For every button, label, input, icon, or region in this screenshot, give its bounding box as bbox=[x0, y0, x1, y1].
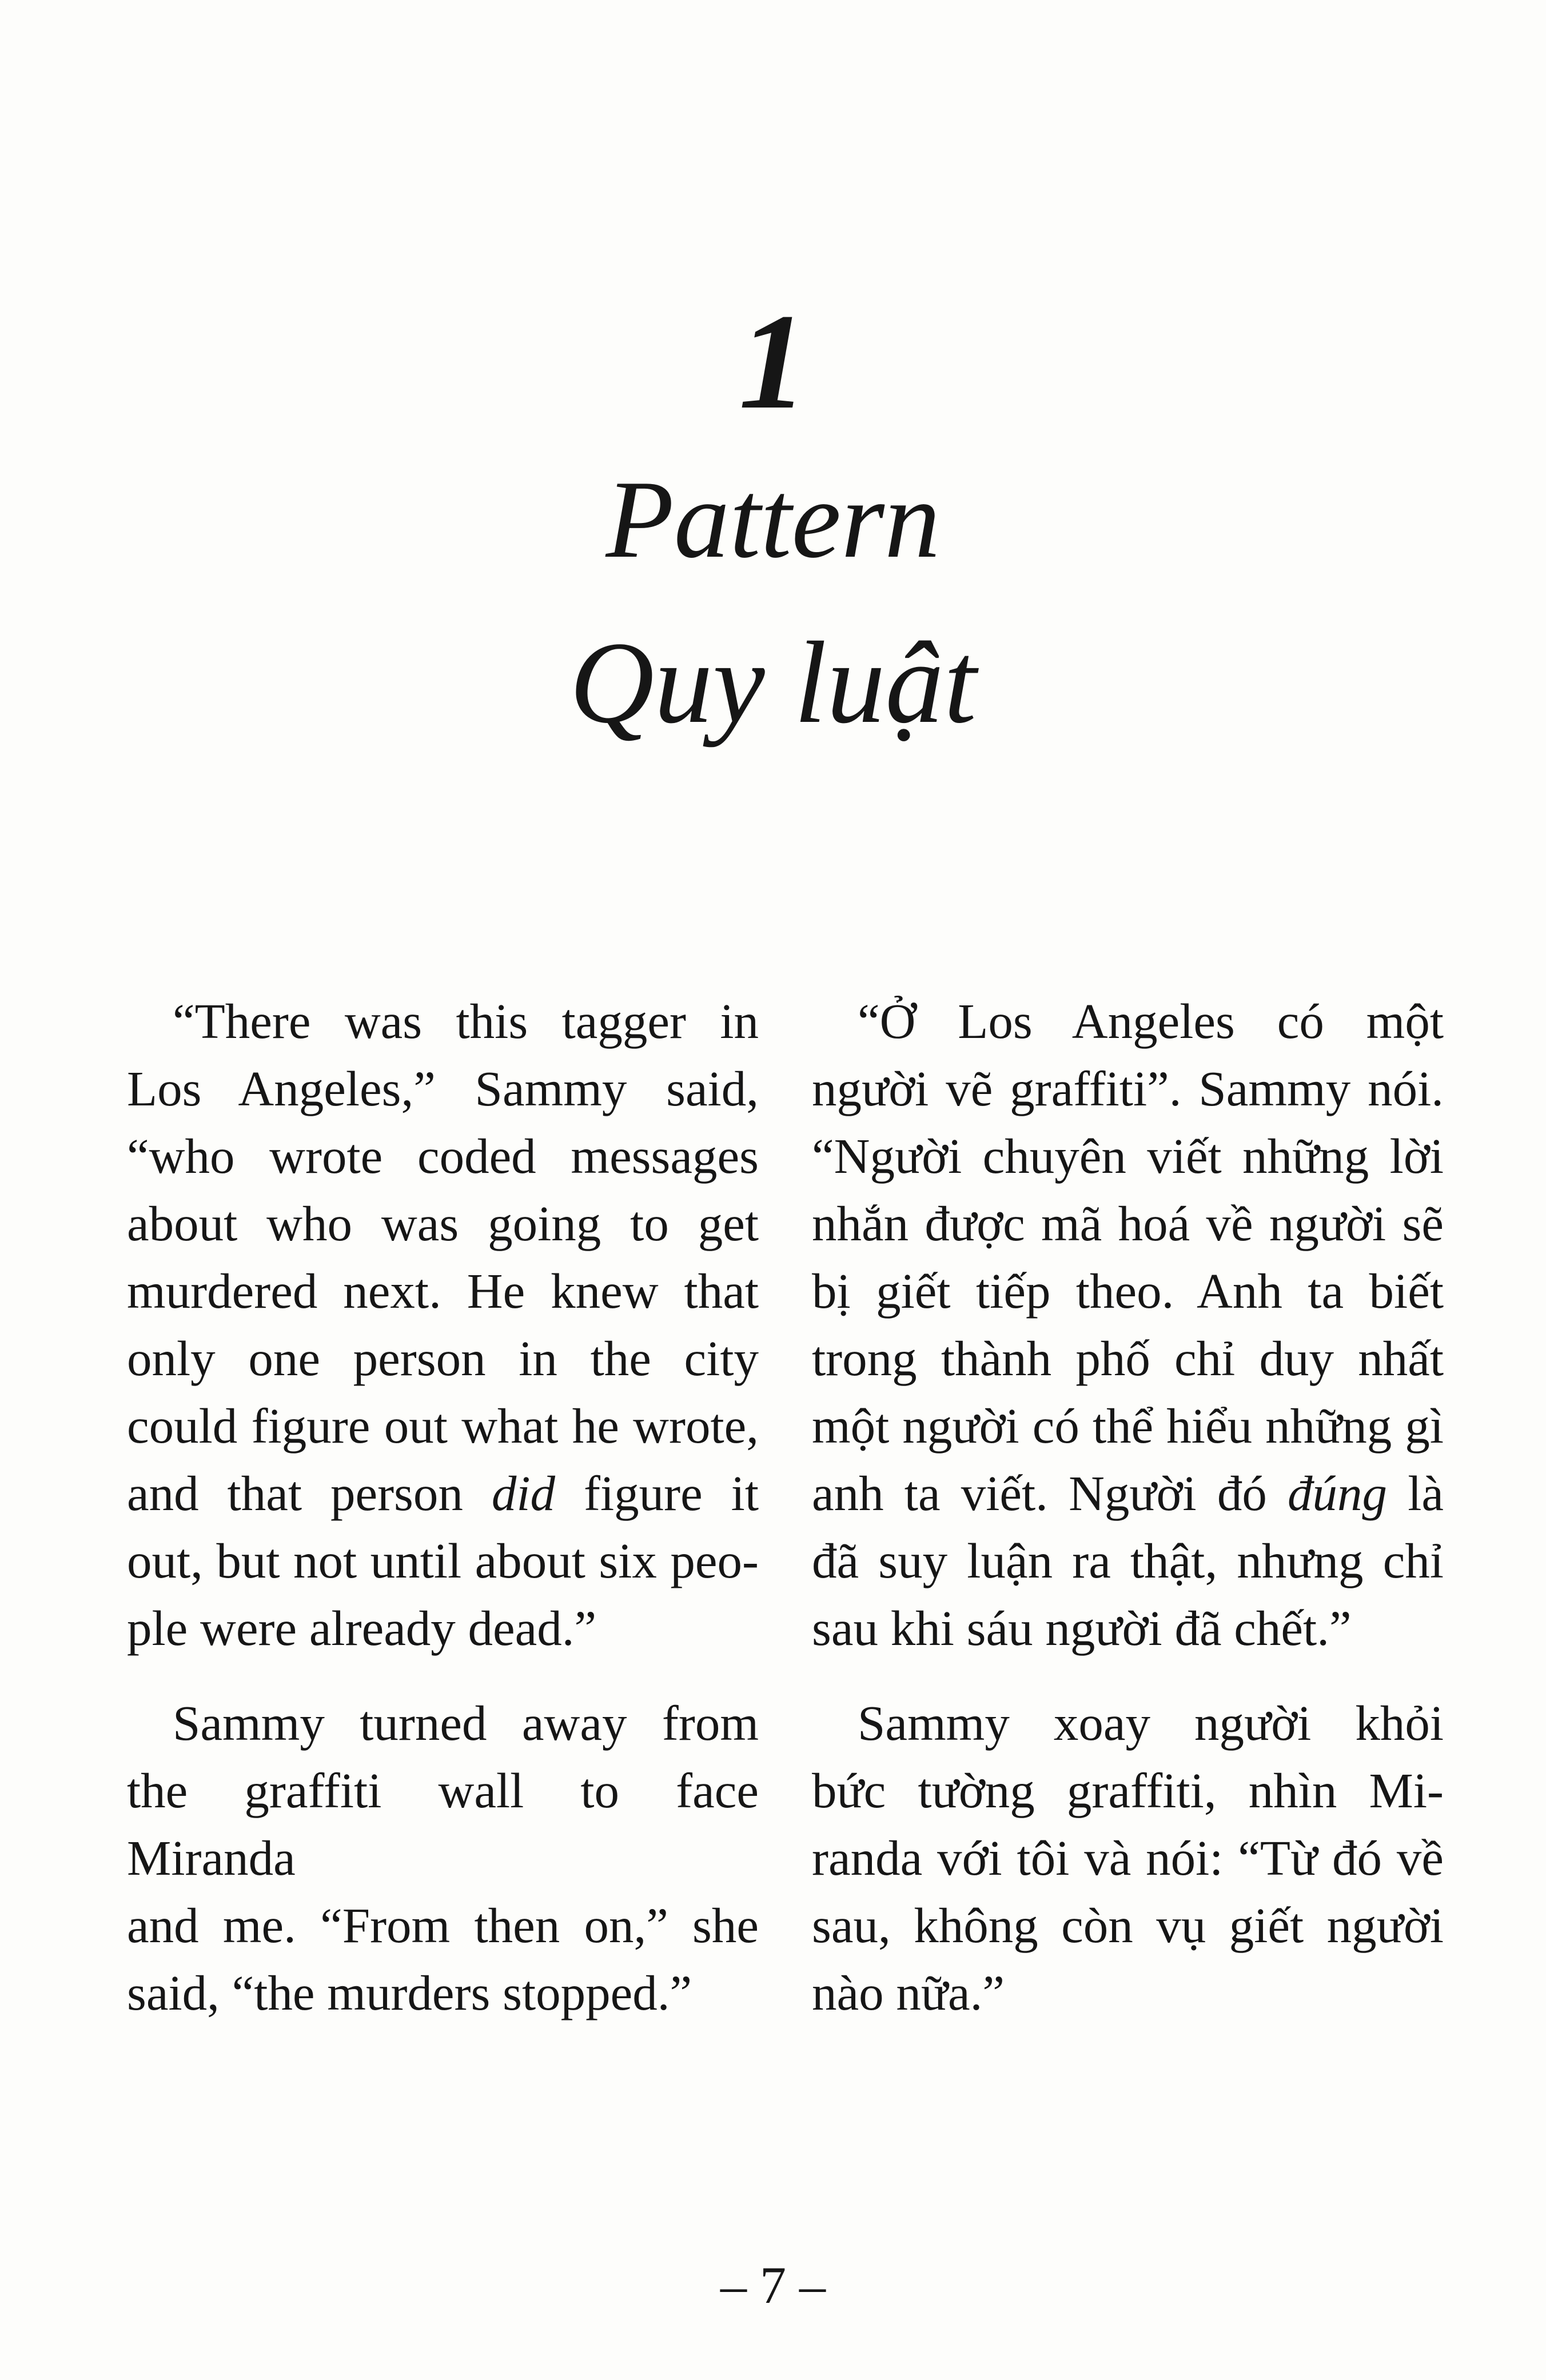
chapter-title-english: Pattern bbox=[605, 458, 941, 581]
text-line: “who wrote coded messages bbox=[127, 1128, 759, 1184]
page-number: – 7 – bbox=[720, 2256, 826, 2314]
text-line: Los Angeles,” Sammy said, bbox=[127, 1061, 759, 1116]
paragraph-vietnamese-1 bbox=[812, 988, 1444, 1662]
text-line: bị giết tiếp theo. Anh ta biết bbox=[812, 1263, 1444, 1319]
column-vietnamese bbox=[812, 988, 1444, 2027]
text-line: out, but not until about six peo- bbox=[127, 1533, 759, 1588]
chapter-number: 1 bbox=[739, 285, 807, 437]
text-line: đã suy luận ra thật, nhưng chỉ bbox=[812, 1533, 1444, 1588]
text-line: murdered next. He knew that bbox=[127, 1263, 759, 1319]
text-line: and me. “From then on,” she bbox=[127, 1898, 759, 1953]
text-columns bbox=[127, 988, 1444, 2027]
text-line: could figure out what he wrote, bbox=[127, 1398, 759, 1453]
text-line: “There was this tagger in bbox=[173, 993, 759, 1049]
text-line: about who was going to get bbox=[127, 1196, 759, 1251]
text-line: the graffiti wall to face Miranda bbox=[127, 1763, 759, 1886]
text-line: “Người chuyên viết những lời bbox=[812, 1128, 1444, 1184]
chapter-title-vietnamese: Quy luật bbox=[569, 618, 977, 748]
text-line: Sammy xoay người khỏi bbox=[858, 1695, 1444, 1751]
text-line: một người có thể hiểu những gì bbox=[812, 1398, 1444, 1453]
text-line: Sammy turned away from bbox=[173, 1695, 759, 1751]
text-line: trong thành phố chỉ duy nhất bbox=[812, 1331, 1444, 1386]
text-line: người vẽ graffiti”. Sammy nói. bbox=[812, 1061, 1444, 1116]
text-line: bức tường graffiti, nhìn Mi- bbox=[812, 1763, 1444, 1818]
text-line: ple were already dead.” bbox=[127, 1600, 597, 1656]
text-line: nhắn được mã hoá về người sẽ bbox=[812, 1196, 1444, 1251]
column-english bbox=[127, 988, 759, 2027]
paragraph-english-2 bbox=[127, 1690, 759, 2027]
paragraph-english-1 bbox=[127, 988, 759, 1662]
text-line: sau, không còn vụ giết người bbox=[812, 1898, 1444, 1953]
text-line: sau khi sáu người đã chết.” bbox=[812, 1600, 1352, 1656]
paragraph-vietnamese-2 bbox=[812, 1690, 1444, 2027]
text-line: said, “the murders stopped.” bbox=[127, 1965, 692, 2020]
text-line: “Ở Los Angeles có một bbox=[858, 993, 1444, 1049]
text-line: nào nữa.” bbox=[812, 1965, 1005, 2020]
text-line: and that person did figure it bbox=[127, 1465, 759, 1521]
text-line: anh ta viết. Người đó đúng là bbox=[812, 1465, 1444, 1521]
text-line: only one person in the city bbox=[127, 1331, 759, 1386]
text-line: randa với tôi và nói: “Từ đó về bbox=[812, 1830, 1444, 1886]
